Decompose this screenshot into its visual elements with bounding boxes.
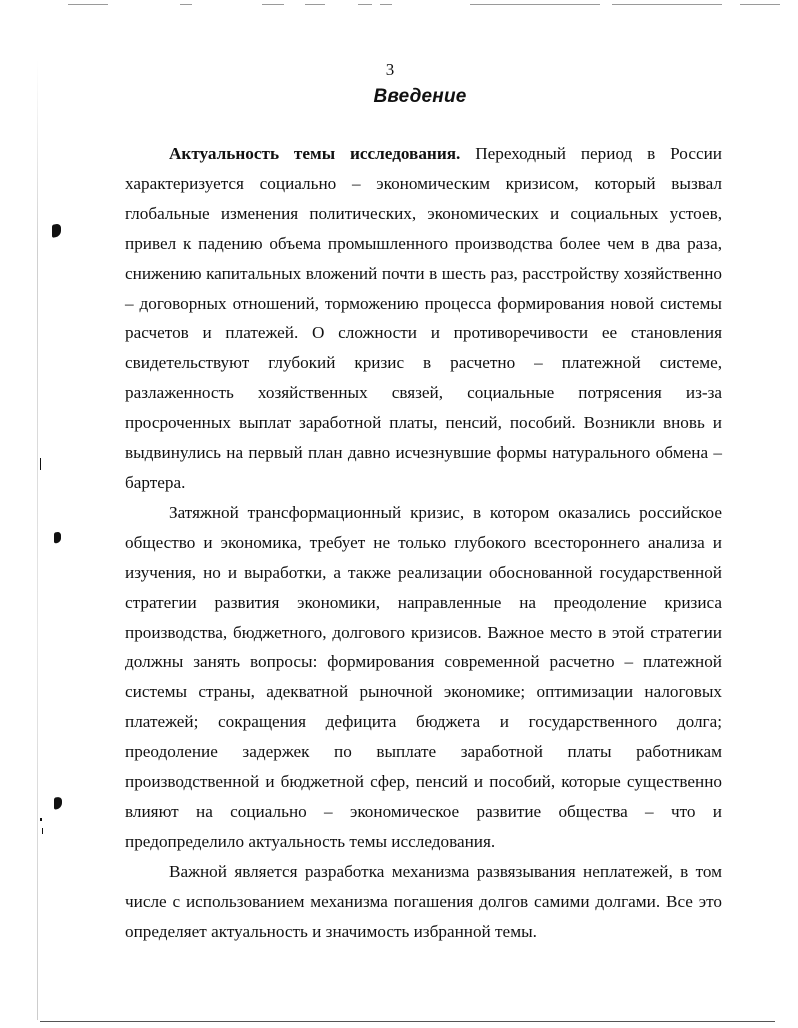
scan-line-top [262,4,284,5]
page-title: Введение [373,86,467,107]
scan-line-top [740,4,780,5]
body-text [125,139,722,946]
punch-hole-mark [54,531,61,543]
paragraph [125,139,722,498]
page-number: 3 [385,60,395,79]
scan-speck [42,828,43,834]
paragraph-text: Переходный период в России характеризуется социально – экономическим кризисом, который вызвал глобальные изменения политических, экономических и социальных устоев, привел к падению объема промышленного производства более чем в два раза, снижению капитальных вложений почти в шесть раз, расстройству хозяйственно – договорных отношений, торможению процесса формирования новой системы расчетов и платежей. О сложности и противоречивости ее становления свидетельствуют глубокий кризис в расчетно – платежной системе, разлаженность хозяйственных связей, социальные потрясения из-за просроченных выплат заработной платы, пенсий, пособий. Возникли вновь и выдвинулись на первый план давно исчезнувшие формы натурального обмена – бартера. [125,144,722,492]
scan-line-top [470,4,600,5]
scan-speck [40,818,42,821]
scan-line-top [180,4,192,5]
scan-line-bottom [40,1021,775,1022]
paragraph [125,498,722,857]
scan-line-top [358,4,372,5]
paragraph [125,857,722,947]
scan-line-top [68,4,108,5]
scan-line-top [305,4,325,5]
scan-speck [40,458,41,470]
paragraph-text: Важной является разработка механизма развязывания неплатежей, в том числе с использованием механизма погашения долгов самими долгами. Все это определяет актуальность и значимость избранной темы. [125,861,722,941]
punch-hole-mark [52,223,61,238]
paragraph-lead: Актуальность темы исследования. [169,144,461,163]
scan-line-top [380,4,392,5]
scan-left-edge [37,60,38,1020]
punch-hole-mark [54,796,62,810]
scan-line-top [612,4,722,5]
paragraph-text: Затяжной трансформационный кризис, в котором оказались российское общество и экономика, требует не только глубокого всестороннего анализа и изучения, но и выработки, а также реализации обоснованной государственной стратегии развития экономики, направленные на преодоление кризиса производства, бюджетного, долгового кризисов. Важное место в этой стратегии должны занять вопросы: формирования современной расчетно – платежной системы страны, адекватной рыночной экономике; оптимизации налоговых платежей; сокращения дефицита бюджета и государственного долга; преодоление задержек по выплате заработной платы работникам производственной и бюджетной сфер, пенсий и пособий, которые существенно влияют на социально – экономическое развитие общества – что и предопределило актуальность темы исследования. [125,502,722,851]
